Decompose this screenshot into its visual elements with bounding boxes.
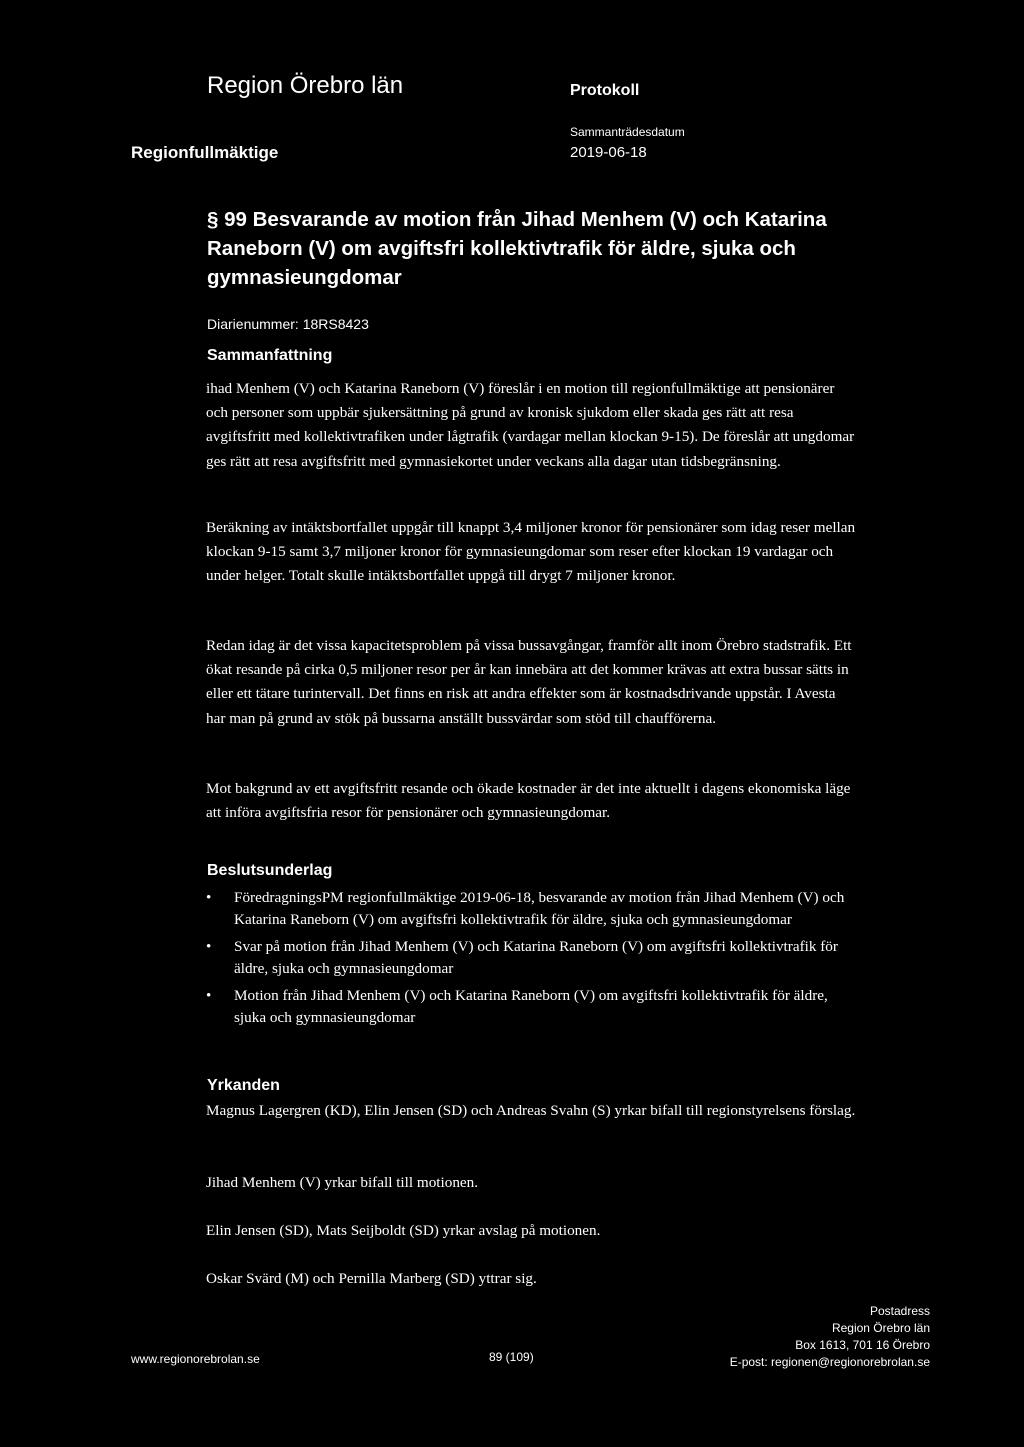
email-line: E-post: regionen@regionorebrolan.se bbox=[729, 1355, 930, 1369]
claims-paragraph-3: Elin Jensen (SD), Mats Seijboldt (SD) yrkar avslag på motionen. bbox=[206, 1222, 601, 1239]
page-number: 89 (109) bbox=[489, 1350, 534, 1364]
website-link[interactable]: www.regionorebrolan.se bbox=[131, 1352, 260, 1366]
claims-paragraph-4: Oskar Svärd (M) och Pernilla Marberg (SD) yttrar sig. bbox=[206, 1270, 537, 1287]
summary-heading: Sammanfattning bbox=[207, 347, 333, 364]
bullet-icon: • bbox=[206, 889, 212, 906]
summary-paragraph-3: Redan idag är det vissa kapacitetsproblem på vissa bussavgångar, framför allt inom Örebro stadstrafik. Ett ökat resande på cirka 0,5 miljoner resor per år kan innebära att det kommer krävas att extra bussar sätts in eller ett tätare turintervall. Det finns en risk att andra effekter som är kostnadsdrivande uppstår. I Avesta har man på grund av stök på bussarna anställt bussvärdar som stöd till chaufförerna. bbox=[206, 637, 852, 727]
basis-item-text: Motion från Jihad Menhem (V) och Katarina Raneborn (V) om avgiftsfri kollektivtrafik för äldre, sjuka och gymnasieungdomar bbox=[234, 987, 828, 1026]
basis-list bbox=[206, 887, 856, 1034]
meeting-date-value: 2019-06-18 bbox=[570, 144, 647, 161]
summary-paragraph-1: ihad Menhem (V) och Katarina Raneborn (V) föreslår i en motion till regionfullmäktige att pensionärer och personer som uppbär sjukersättning på grund av kronisk sjukdom eller skada ges rätt att resa avgiftsfritt med kollektivtrafiken under lågtrafik (vardagar mellan klockan 9-15). De föreslår att ungdomar ges rätt att resa avgiftsfritt med gymnasiekortet under veckans alla dagar utan tidsbegränsning. bbox=[206, 380, 855, 470]
list-item bbox=[206, 985, 856, 1028]
list-item bbox=[206, 887, 856, 930]
body-name: Regionfullmäktige bbox=[131, 143, 279, 162]
claims-heading: Yrkanden bbox=[207, 1077, 280, 1094]
claims-paragraph-2: Jihad Menhem (V) yrkar bifall till motionen. bbox=[206, 1174, 479, 1191]
basis-heading: Beslutsunderlag bbox=[207, 862, 333, 879]
list-item bbox=[206, 936, 856, 979]
postal-address-label: Postadress bbox=[869, 1304, 930, 1318]
claims-paragraph-1: Magnus Lagergren (KD), Elin Jensen (SD) och Andreas Svahn (S) yrkar bifall till regionstyrelsens förslag. bbox=[206, 1102, 856, 1119]
section-title: § 99 Besvarande av motion från Jihad Menhem (V) och Katarina Raneborn (V) om avgiftsfri kollektivtrafik för äldre, sjuka och gymnasieungdomar bbox=[207, 208, 827, 289]
document-type: Protokoll bbox=[570, 82, 640, 99]
summary-paragraph-4: Mot bakgrund av ett avgiftsfritt resande och ökade kostnader är det inte aktuellt i dagens ekonomiska läge att införa avgiftsfria resor för pensionärer och gymnasieungdomar. bbox=[206, 780, 851, 822]
postal-address bbox=[730, 1303, 930, 1371]
meeting-date-label: Sammanträdesdatum bbox=[570, 125, 685, 139]
organization-name: Region Örebro län bbox=[207, 72, 404, 99]
bullet-icon: • bbox=[206, 987, 212, 1004]
postal-address-line: Box 1613, 701 16 Örebro bbox=[795, 1338, 930, 1352]
diarienummer: Diarienummer: 18RS8423 bbox=[207, 316, 369, 332]
summary-paragraph-2: Beräkning av intäktsbortfallet uppgår till knappt 3,4 miljoner kronor för pensionärer som idag reser mellan klockan 9-15 samt 3,7 miljoner kronor för gymnasieungdomar som reser efter klockan 19 vardagar och under helger. Totalt skulle intäktsbortfallet uppgå till drygt 7 miljoner kronor. bbox=[206, 519, 856, 585]
basis-item-text: FöredragningsPM regionfullmäktige 2019-06-18, besvarande av motion från Jihad Menhem (V) och Katarina Raneborn (V) om avgiftsfri kollektivtrafik för äldre, sjuka och gymnasieungdomar bbox=[234, 889, 845, 928]
bullet-icon: • bbox=[206, 938, 212, 955]
postal-address-line: Region Örebro län bbox=[831, 1321, 930, 1335]
basis-item-text: Svar på motion från Jihad Menhem (V) och Katarina Raneborn (V) om avgiftsfri kollektivtrafik för äldre, sjuka och gymnasieungdomar bbox=[234, 938, 838, 977]
